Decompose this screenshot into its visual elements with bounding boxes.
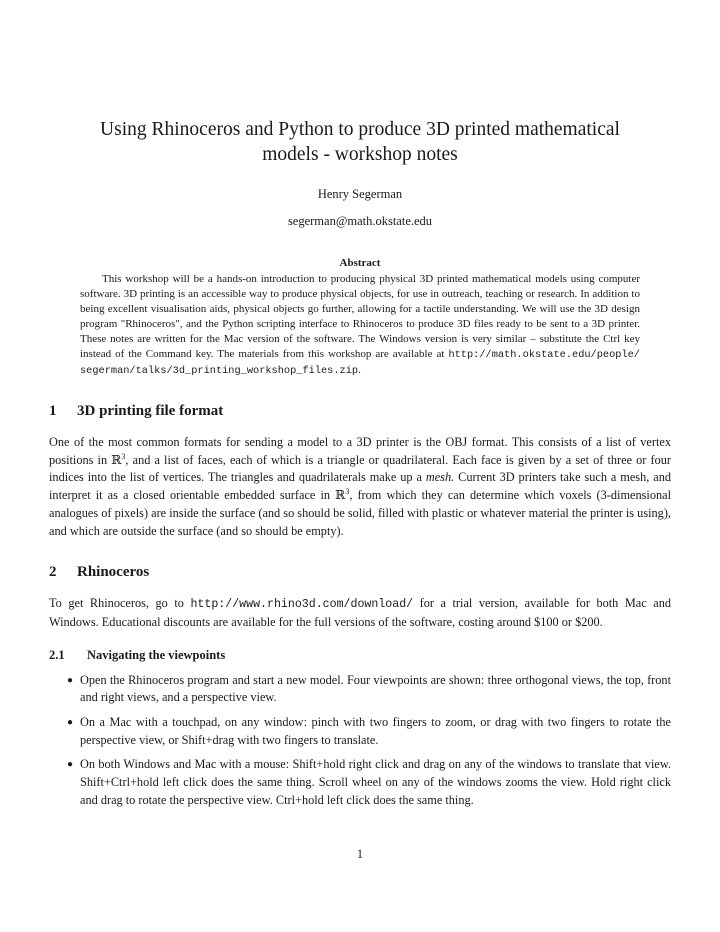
s1-text-a: One of the most common formats for sending a model to a 3D printer is the OBJ format. This consists of a list of vertex positions in ℝ xyxy=(49,435,671,467)
bullet-icon: ● xyxy=(67,759,74,771)
author-name: Henry Segerman xyxy=(317,187,403,201)
s1-text-c: Current 3D printers take such a mesh, and interpret it as a closed orientable embedded surface in ℝ xyxy=(49,470,671,503)
abstract-url-1: http://math.okstate.edu/people/ xyxy=(448,349,640,361)
section-1-heading xyxy=(49,403,671,420)
s2-text-a: To get Rhinoceros, go to xyxy=(49,596,191,611)
section-1-number: 1 xyxy=(49,403,57,419)
list-item xyxy=(67,714,671,749)
s2-text-b: for a trial version, available for both Mac and Windows. Educational discounts are available for the full versions of the software, costing around $100 or $200. xyxy=(49,596,672,629)
abstract-body: This workshop will be a hands-on introduction to producing physical 3D printed mathematical models using computer software. 3D printing is an accessible way to produce physical objects, for use in outreach, teaching or research. In addition to being excellent visualisation aids, physical objects go further, allowing for a tactile understanding. We will use the 3D design program "Rhinoceros", and the Python scripting interface to Rhinoceros to produce 3D files ready to be sent to a 3D printer. These notes are written for the Mac version of the software. The Windows version is very similar – substitute the Ctrl key instead of the Command key. The materials from this workshop are available at xyxy=(80,273,640,360)
s1-text-b: , and a list of faces, each of which is a triangle or quadrilateral. Each face is given by a set of three or four indices into the list of vertices. The triangles and quadrilaterals make up a xyxy=(49,452,671,485)
s1-sup-2: 3 xyxy=(345,487,350,497)
author-email: segerman@math.okstate.edu xyxy=(287,214,433,228)
section-2-title: Rhinoceros xyxy=(77,564,150,581)
s1-sup-1: 3 xyxy=(121,451,126,461)
abstract-text xyxy=(80,272,640,379)
section-1-paragraph xyxy=(49,434,671,540)
s1-mesh-word: mesh. xyxy=(425,470,455,485)
paper-title xyxy=(49,117,671,167)
subsection-2-1-heading xyxy=(49,648,671,663)
bullet-icon: ● xyxy=(67,717,74,729)
abstract-url-2: segerman/talks/3d_printing_workshop_files.zip xyxy=(80,365,359,377)
list-item-text: On a Mac with a touchpad, on any window: pinch with two fingers to zoom, or drag with two fingers to rotate the perspective view, or Shift+drag with two fingers to translate. xyxy=(80,715,671,747)
page-number: 1 xyxy=(356,847,364,861)
bullet-icon: ● xyxy=(67,674,74,686)
page-content xyxy=(49,117,671,817)
section-2-paragraph xyxy=(49,595,671,631)
list-item-text: On both Windows and Mac with a mouse: Shift+hold right click and drag on any of the windows to translate that view. Shift+Ctrl+hold left click does the same thing. Scroll wheel on any of the windows zooms the view. Hold right click and drag to rotate the perspective view. Ctrl+hold left click does the same thing. xyxy=(80,757,671,807)
s2-download-url: http://www.rhino3d.com/download/ xyxy=(190,598,414,612)
subsection-2-1-title: Navigating the viewpoints xyxy=(87,647,226,662)
subsection-2-1-number: 2.1 xyxy=(49,647,65,662)
s1-text-d: , from which they can determine which voxels (3-dimensional analogues of pixels) are inside the surface (and so should be solid, filled with plastic or whatever material the printer is using), and which are outside the surface (and so should be empty). xyxy=(49,488,671,538)
abstract-end: . xyxy=(358,364,361,376)
abstract-heading: Abstract xyxy=(339,257,381,269)
navigation-bullet-list xyxy=(49,672,671,810)
title-line-1: Using Rhinoceros and Python to produce 3D printed mathematical xyxy=(100,119,620,140)
section-2-number: 2 xyxy=(49,564,57,581)
list-item xyxy=(67,756,671,809)
list-item xyxy=(67,672,671,707)
section-2-heading xyxy=(49,564,671,581)
list-item-text: Open the Rhinoceros program and start a new model. Four viewpoints are shown: three orthogonal views, the top, front and right views, and a perspective view. xyxy=(80,672,671,705)
title-line-2: models - workshop notes xyxy=(262,144,458,165)
section-1-title: 3D printing file format xyxy=(77,403,224,419)
